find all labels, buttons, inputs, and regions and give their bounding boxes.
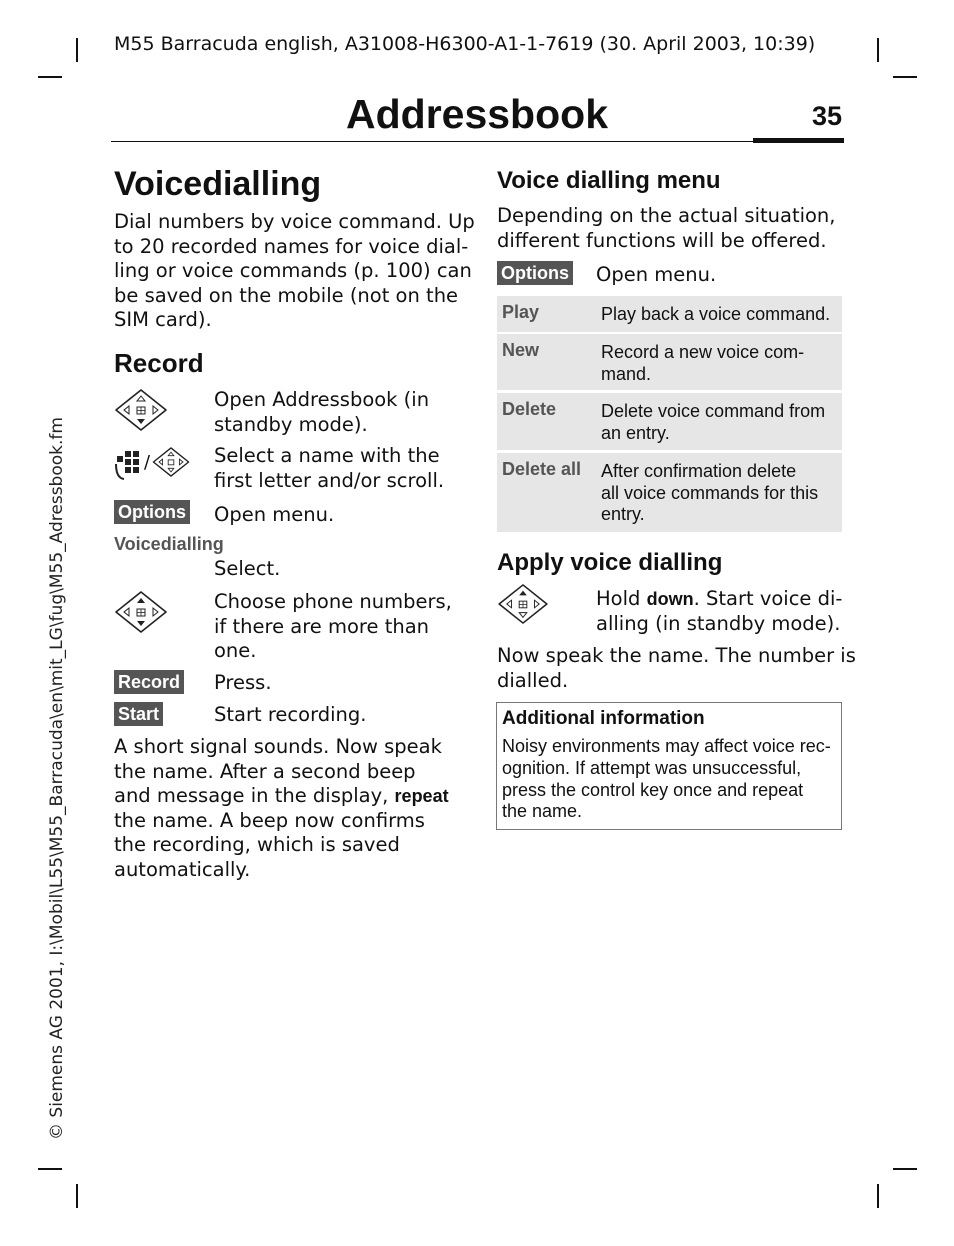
closing-line	[114, 784, 449, 809]
apply-line: alling (in standby mode).	[596, 611, 841, 635]
menu-item-new: New	[502, 340, 540, 360]
step-text: Press.	[214, 671, 272, 694]
info-box	[496, 702, 842, 830]
closing-line: the name. A beep now confirms	[114, 808, 425, 832]
intro-line: Dial numbers by voice command. Up	[114, 210, 475, 233]
step-separator: /	[144, 452, 151, 473]
intro-line: SIM card).	[114, 308, 212, 331]
closing-line: automatically.	[114, 857, 251, 881]
step-text: Choose phone numbers,	[214, 590, 452, 613]
crop-mark	[877, 38, 879, 62]
table-row	[497, 296, 842, 332]
info-line: press the control key once and repeat	[502, 779, 804, 800]
menu-item-play: Play	[502, 302, 540, 322]
side-note: © Siemens AG 2001, I:\Mobil\L55\M55_Barracuda\en\mit_LG\fug\M55_Adressbook.fm	[47, 417, 67, 1140]
info-text	[502, 736, 831, 823]
intro-line: different functions will be offered.	[497, 228, 827, 252]
closing-line: the recording, which is saved	[114, 833, 400, 856]
menu-item-desc	[601, 461, 837, 526]
options-softkey: Options	[114, 500, 190, 524]
desc-line: an entry.	[601, 422, 670, 443]
crop-mark	[76, 1184, 78, 1208]
apply-after	[497, 644, 856, 693]
menu-title: Voice dialling menu	[497, 167, 721, 194]
step-text: standby mode).	[214, 412, 368, 436]
intro-line: be saved on the mobile (not on the	[114, 283, 459, 307]
info-line: the name.	[502, 801, 583, 822]
header-rule-thick	[753, 138, 844, 143]
step-text: Open Addressbook (in	[214, 388, 430, 411]
apply-step	[596, 587, 842, 636]
table-row	[497, 393, 842, 450]
desc-line: entry.	[601, 504, 645, 524]
step-text: if there are more than	[214, 614, 430, 638]
desc-line: Record a new voice com-	[601, 342, 805, 362]
step-text: Select a name with the	[214, 444, 440, 467]
apply-after-line: dialled.	[497, 668, 569, 692]
record-title: Record	[114, 348, 204, 378]
menu-item-delete-all: Delete all	[502, 459, 582, 479]
step-text: first letter and/or scroll.	[214, 468, 445, 492]
step-text: Select.	[214, 557, 281, 580]
closing-paragraph	[114, 735, 449, 882]
desc-line: Play back a voice command.	[601, 304, 831, 324]
crop-mark	[893, 76, 917, 78]
control-key-icon	[152, 444, 190, 480]
closing-text: and message in the display,	[114, 784, 395, 807]
apply-line	[596, 587, 842, 612]
apply-text: . Start voice di-	[693, 587, 843, 610]
control-key-icon	[114, 388, 168, 432]
desc-line: Delete voice command from	[601, 401, 826, 421]
step-select-name	[214, 444, 444, 493]
menu-item-voicedialling: Voicedialling	[114, 534, 224, 554]
header-rule	[111, 141, 754, 142]
step-text: one.	[214, 639, 257, 662]
info-title: Additional information	[502, 708, 705, 729]
intro-line: to 20 recorded names for voice dial-	[114, 234, 469, 258]
start-softkey: Start	[114, 702, 163, 726]
step-choose-numbers	[214, 590, 452, 664]
menu-intro	[497, 204, 836, 253]
step-open-addressbook	[214, 388, 429, 437]
step-text: Open menu.	[214, 503, 335, 526]
keypad-icon	[114, 448, 151, 482]
info-line: ognition. If attempt was unsuccessful,	[502, 757, 802, 778]
record-softkey: Record	[114, 670, 184, 694]
control-key-icon	[497, 583, 549, 625]
closing-line: A short signal sounds. Now speak	[114, 735, 442, 758]
info-line: Noisy environments may affect voice rec-	[502, 736, 831, 756]
menu-item-delete: Delete	[502, 399, 557, 419]
page-number: 35	[811, 101, 842, 131]
section-title: Voicedialling	[114, 165, 322, 203]
crop-mark	[38, 76, 62, 78]
desc-line: After confirmation delete	[601, 461, 797, 481]
crop-mark	[76, 38, 78, 62]
intro-paragraph	[114, 210, 475, 333]
desc-line: mand.	[601, 363, 652, 384]
intro-line: Depending on the actual situation,	[497, 204, 836, 227]
crop-mark	[877, 1184, 879, 1208]
desc-line: all voice commands for this	[601, 482, 819, 503]
options-text: Open menu.	[596, 263, 717, 286]
step-text: Start recording.	[214, 703, 367, 726]
crop-mark	[38, 1168, 62, 1170]
menu-item-desc	[601, 342, 837, 385]
control-key-icon	[114, 590, 168, 634]
crop-mark	[893, 1168, 917, 1170]
table-row	[497, 334, 842, 390]
options-softkey: Options	[497, 261, 573, 285]
chapter-title: Addressbook	[346, 91, 608, 137]
closing-bold: repeat	[394, 786, 449, 806]
apply-bold: down	[646, 589, 694, 609]
menu-item-desc	[601, 401, 837, 444]
intro-line: ling or voice commands (p. 100) can	[114, 259, 472, 282]
table-row	[497, 453, 842, 532]
apply-after-line: Now speak the name. The number is	[497, 644, 856, 667]
apply-title: Apply voice dialling	[497, 549, 723, 576]
menu-item-desc	[601, 304, 837, 326]
running-head: M55 Barracuda english, A31008-H6300-A1-1-7619 (30. April 2003, 10:39)	[114, 33, 816, 55]
closing-line: the name. After a second beep	[114, 759, 416, 783]
apply-text: Hold	[596, 587, 647, 610]
